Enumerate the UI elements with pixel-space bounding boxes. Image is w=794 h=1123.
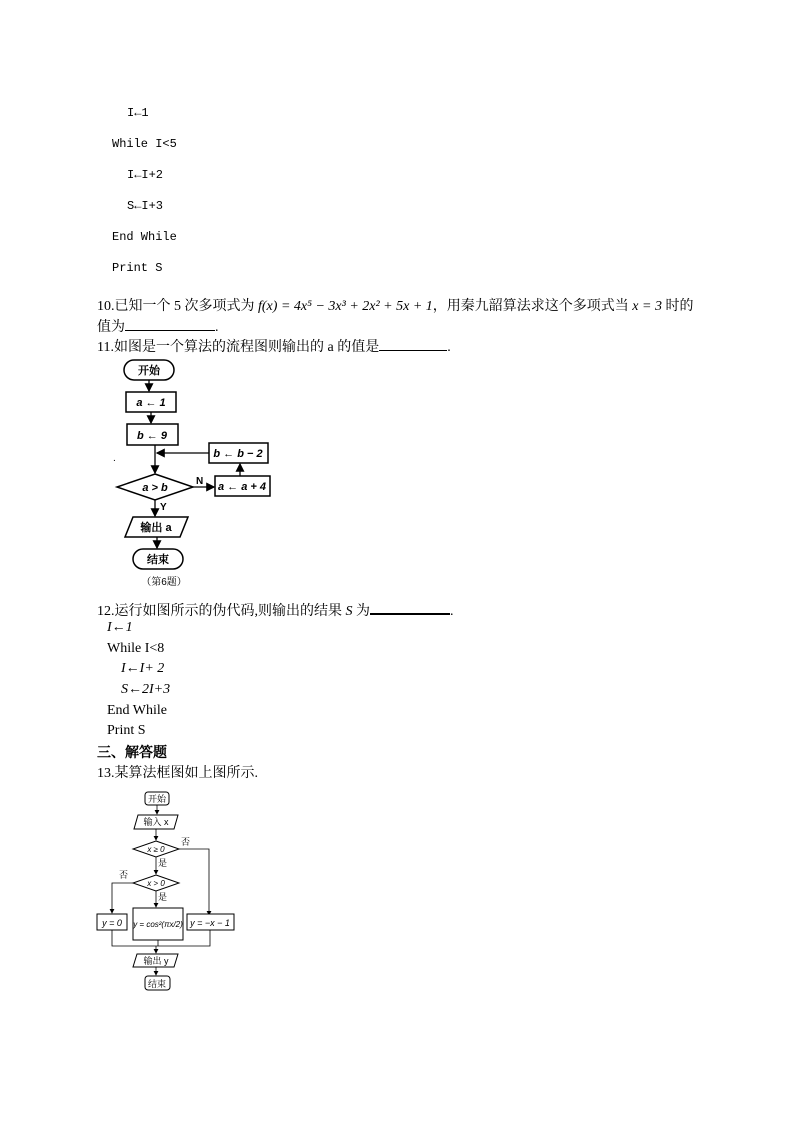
question-13: 13.某算法框图如上图所示. (97, 766, 258, 781)
flow-output-label: 输出 a (140, 522, 172, 534)
flow2-box-left-label: y = 0 (102, 918, 122, 928)
code-line: While I<8 (107, 641, 165, 656)
q10-end: 时的 (661, 299, 694, 314)
code-line: Print S (107, 723, 146, 738)
q11-end: . (447, 340, 451, 355)
answer-blank[interactable] (370, 599, 450, 615)
flow2-no2-label: 否 (119, 870, 129, 880)
q12-end: . (450, 604, 454, 619)
code-line: While I<5 (112, 137, 177, 151)
flow-b-init-label: b ← 9 (137, 430, 167, 442)
q10-line2-end: . (215, 320, 219, 335)
code-line: I←I+ 2 (121, 661, 165, 676)
flow2-yes2-label: 是 (158, 892, 168, 902)
flow2-output-label: 输出 y (143, 956, 169, 966)
flow2-box-right-label: y = −x − 1 (190, 918, 230, 928)
flow2-start-label: 开始 (147, 794, 167, 804)
flow-start-label: 开始 (138, 365, 160, 377)
flow-decision-label: a > b (142, 482, 168, 494)
q10-xval: x = 3 (632, 299, 662, 314)
q10-fx: f(x) (258, 299, 278, 314)
flow2-cond2-label: x > 0 (147, 879, 165, 888)
flow2-yes1-label: 是 (158, 858, 168, 868)
flow2-end-label: 结束 (147, 979, 167, 989)
q10-suffix: ，用秦九韶算法求这个多项式当 (432, 299, 633, 314)
q11-text: 11.如图是一个算法的流程图则输出的 a 的值是 (97, 340, 380, 355)
flow-a-update-label: a ← a + 4 (217, 481, 267, 493)
flow2-cond1-label: x ≥ 0 (147, 845, 165, 854)
flow2-box-mid-label: y = cos²(πx/2) (133, 920, 183, 929)
code-line: End While (112, 230, 177, 244)
flow-caption: （第6题） (141, 577, 187, 588)
flow-a-init-label: a ← 1 (136, 397, 166, 409)
flow-y-label: Y (160, 502, 167, 513)
section-heading: 三、解答题 (97, 745, 167, 761)
code-line: Print S (112, 261, 163, 275)
q10-prefix: 10.已知一个 5 次多项式为 (97, 299, 258, 314)
flow-n-label: N (196, 476, 204, 487)
code-line: I←I+2 (127, 168, 164, 182)
q12-text2: 为 (352, 604, 370, 619)
code-line: I←1 (107, 620, 133, 635)
code-line: I←1 (127, 106, 149, 120)
question-12 (97, 599, 454, 620)
flow2-no1-label: 否 (181, 837, 191, 847)
q12-text: 12.运行如图所示的伪代码,则输出的结果 (97, 604, 346, 619)
flow-end-label: 结束 (147, 554, 169, 566)
q10-equation: = 4x⁵ − 3x³ + 2x² + 5x + 1 (277, 299, 433, 314)
flow-dot: . (113, 453, 116, 464)
code-line: S←2I+3 (121, 682, 171, 697)
flow2-input-label: 输入 x (143, 817, 169, 827)
code-line: End While (107, 703, 168, 718)
q10-line2: 值为 (97, 320, 125, 335)
flowchart-q13 (0, 780, 794, 1000)
q12-var: S (345, 604, 353, 619)
code-line: S←I+3 (127, 199, 164, 213)
flow-b-update-label: b ← b − 2 (213, 448, 263, 460)
